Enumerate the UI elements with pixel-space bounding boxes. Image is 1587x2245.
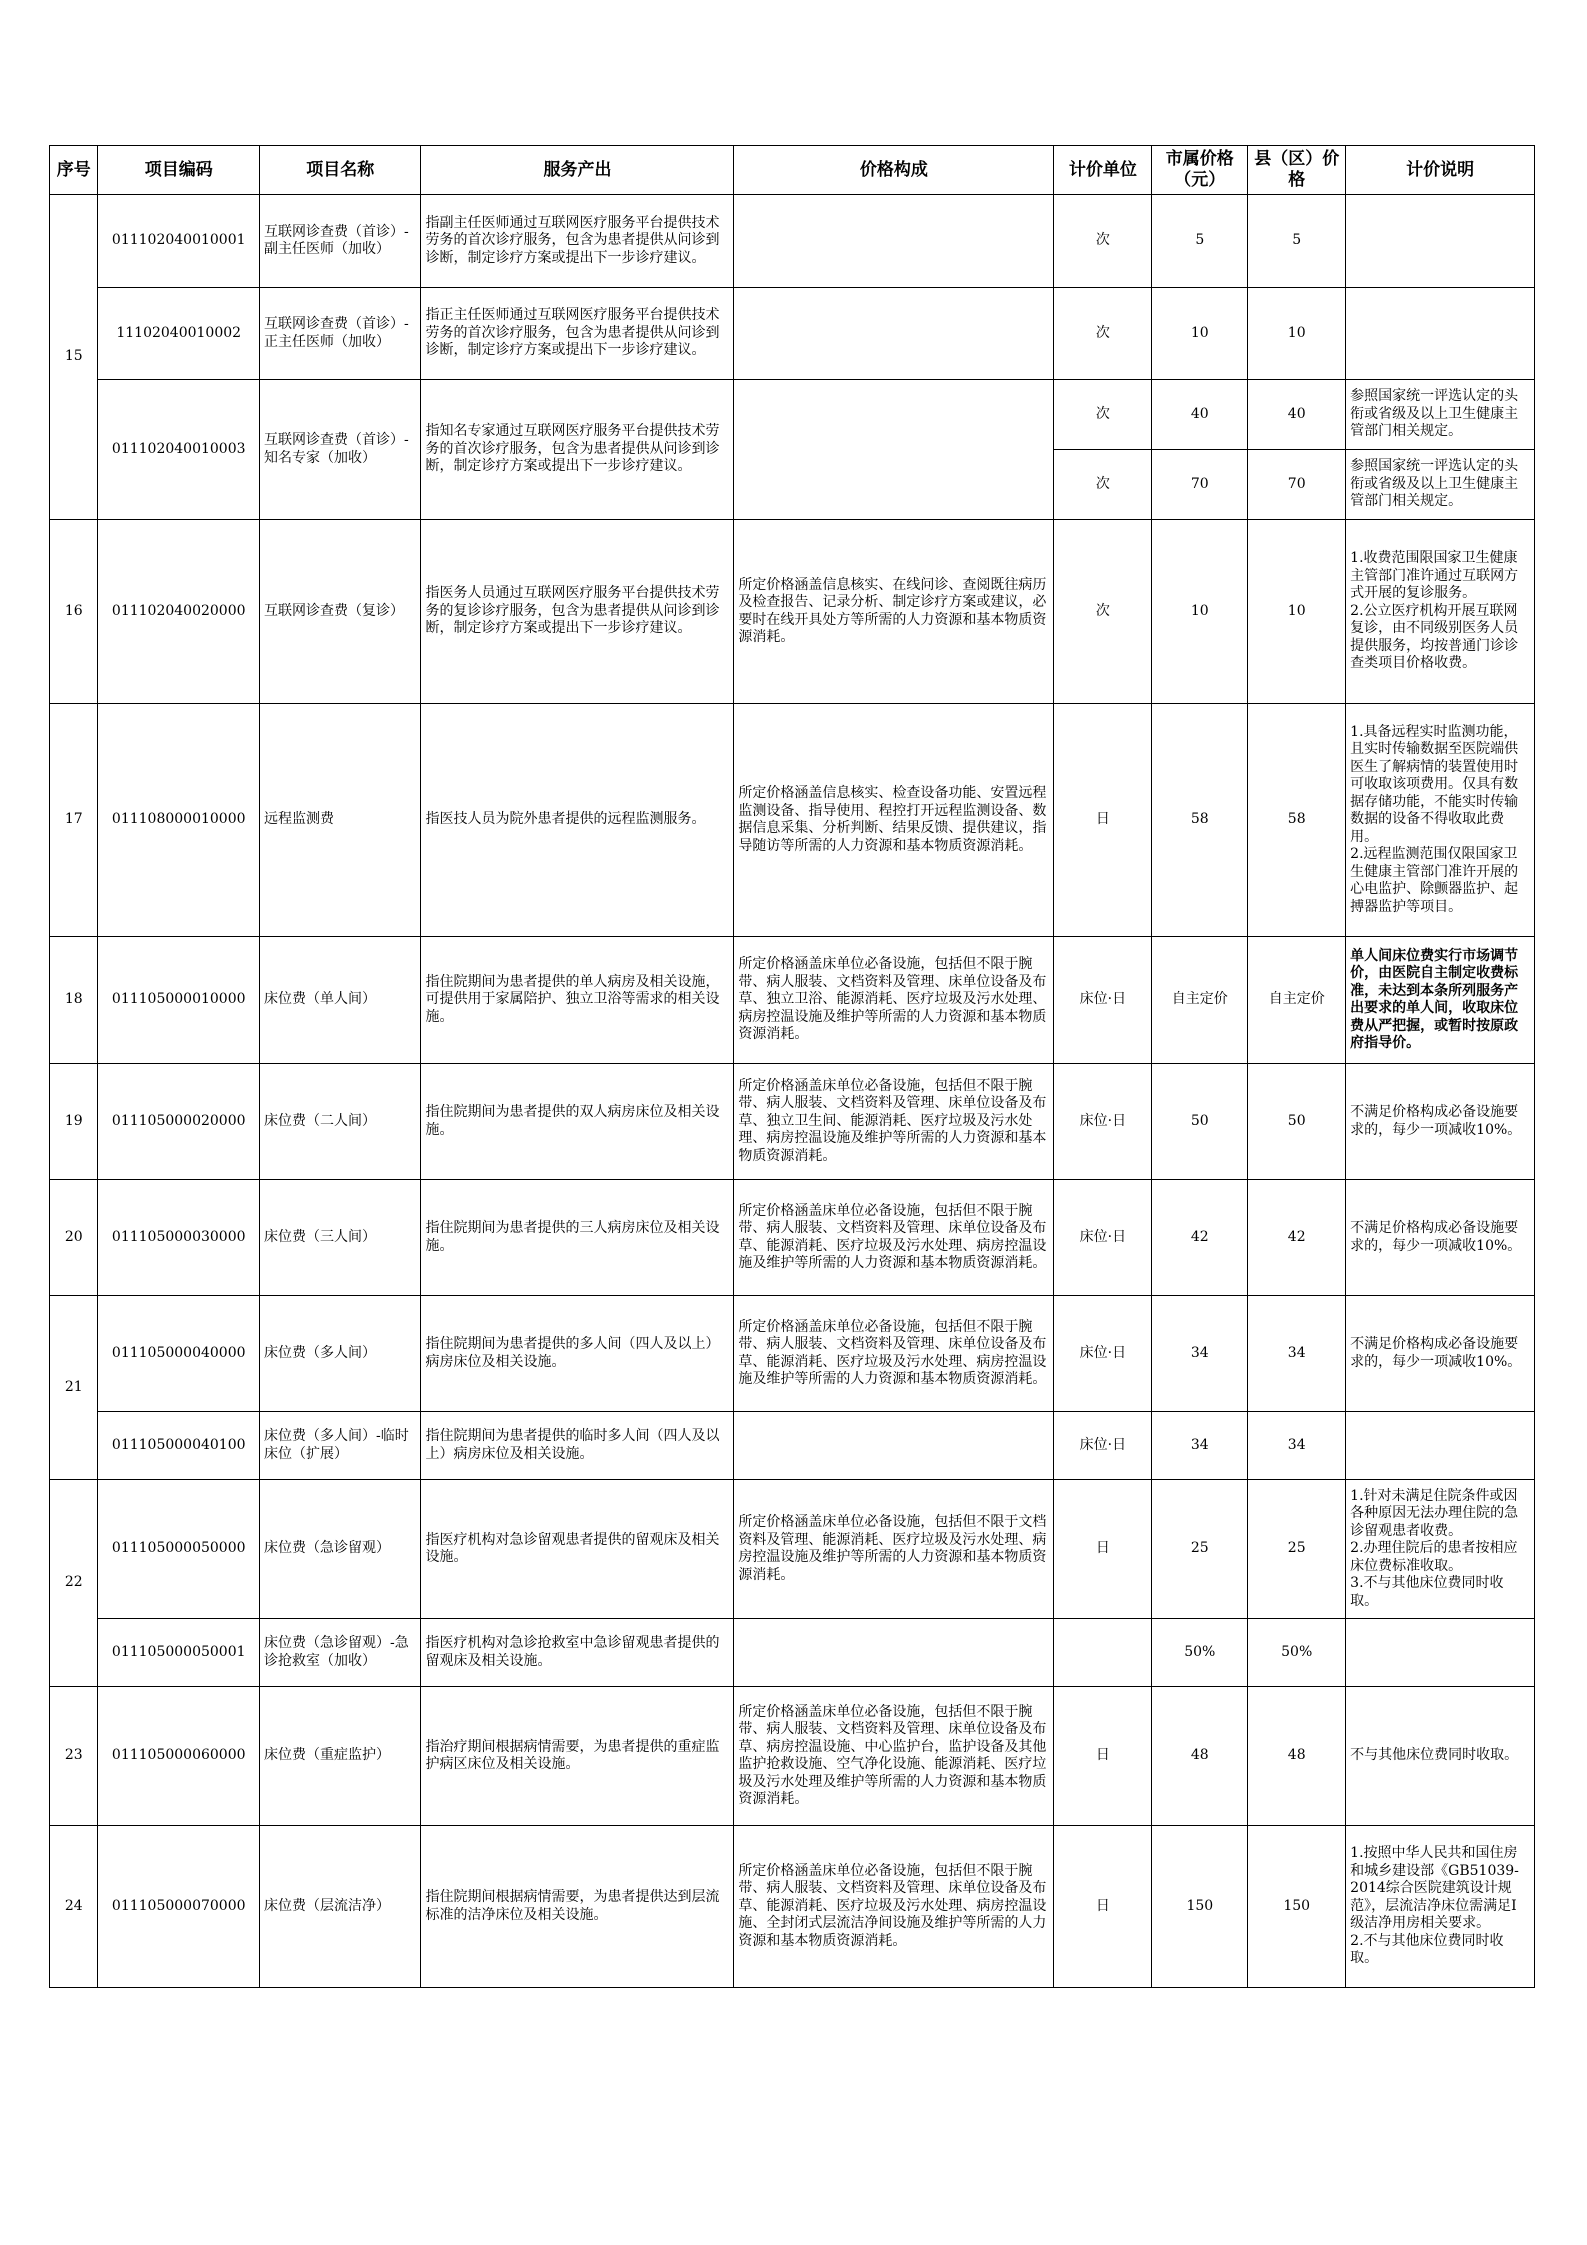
table-row xyxy=(50,288,1535,380)
price-city: 10 xyxy=(1152,520,1248,704)
price-county: 34 xyxy=(1248,1412,1346,1480)
service-output: 指住院期间为患者提供的多人间（四人及以上）病房床位及相关设施。 xyxy=(421,1296,734,1412)
row-seq: 18 xyxy=(50,937,98,1064)
service-output: 指医技人员为院外患者提供的远程监测服务。 xyxy=(421,704,734,937)
row-seq: 22 xyxy=(50,1480,98,1687)
price-county: 70 xyxy=(1248,450,1346,520)
item-code: 011105000060000 xyxy=(98,1687,260,1826)
pricing-note: 1.针对未满足住院条件或因各种原因无法办理住院的急诊留观患者收费。 2.办理住院后的患者按相应床位费标准收取。 3.不与其他床位费同时收取。 xyxy=(1346,1480,1535,1619)
price-composition xyxy=(734,195,1054,288)
service-output: 指住院期间为患者提供的单人病房及相关设施，可提供用于家属陪护、独立卫浴等需求的相关设施。 xyxy=(421,937,734,1064)
price-county: 42 xyxy=(1248,1180,1346,1296)
item-name: 床位费（急诊留观）-急诊抢救室（加收） xyxy=(259,1619,421,1687)
row-seq: 20 xyxy=(50,1180,98,1296)
table-row xyxy=(50,195,1535,288)
pricing-note: 参照国家统一评选认定的头衔或省级及以上卫生健康主管部门相关规定。 xyxy=(1346,450,1535,520)
price-composition: 所定价格涵盖床单位必备设施，包括但不限于腕带、病人服装、文档资料及管理、床单位设备及布草、能源消耗、医疗垃圾及污水处理、病房控温设施、全封闭式层流洁净间设施及维护等所需的人力资源和基本物质资源消耗。 xyxy=(734,1826,1054,1988)
price-city: 40 xyxy=(1152,380,1248,450)
header-unit: 计价单位 xyxy=(1054,146,1152,195)
price-county: 5 xyxy=(1248,195,1346,288)
pricing-unit: 床位·日 xyxy=(1054,1064,1152,1180)
pricing-note xyxy=(1346,195,1535,288)
item-code: 011102040020000 xyxy=(98,520,260,704)
item-code: 011105000050001 xyxy=(98,1619,260,1687)
table-row xyxy=(50,380,1535,450)
service-output: 指医疗机构对急诊留观患者提供的留观床及相关设施。 xyxy=(421,1480,734,1619)
price-city: 42 xyxy=(1152,1180,1248,1296)
item-name: 床位费（重症监护） xyxy=(259,1687,421,1826)
row-seq: 21 xyxy=(50,1296,98,1480)
row-seq: 23 xyxy=(50,1687,98,1826)
row-seq: 15 xyxy=(50,195,98,520)
row-seq: 17 xyxy=(50,704,98,937)
service-output: 指治疗期间根据病情需要，为患者提供的重症监护病区床位及相关设施。 xyxy=(421,1687,734,1826)
price-county: 10 xyxy=(1248,520,1346,704)
item-name: 互联网诊查费（首诊）-正主任医师（加收） xyxy=(259,288,421,380)
price-county: 58 xyxy=(1248,704,1346,937)
header-composition: 价格构成 xyxy=(734,146,1054,195)
item-code: 011105000030000 xyxy=(98,1180,260,1296)
header-output: 服务产出 xyxy=(421,146,734,195)
price-composition xyxy=(734,288,1054,380)
table-row xyxy=(50,520,1535,704)
price-city: 70 xyxy=(1152,450,1248,520)
pricing-unit: 床位·日 xyxy=(1054,1180,1152,1296)
price-city: 10 xyxy=(1152,288,1248,380)
service-output: 指住院期间为患者提供的双人病房床位及相关设施。 xyxy=(421,1064,734,1180)
service-output: 指住院期间根据病情需要，为患者提供达到层流标准的洁净床位及相关设施。 xyxy=(421,1826,734,1988)
pricing-note xyxy=(1346,1619,1535,1687)
price-county: 10 xyxy=(1248,288,1346,380)
pricing-note xyxy=(1346,1412,1535,1480)
pricing-note: 不满足价格构成必备设施要求的，每少一项减收10%。 xyxy=(1346,1064,1535,1180)
pricing-unit: 次 xyxy=(1054,195,1152,288)
header-row xyxy=(50,146,1535,195)
table-row xyxy=(50,1480,1535,1619)
pricing-unit: 次 xyxy=(1054,380,1152,450)
price-city: 自主定价 xyxy=(1152,937,1248,1064)
table-row xyxy=(50,1687,1535,1826)
item-code: 11102040010002 xyxy=(98,288,260,380)
service-output: 指住院期间为患者提供的临时多人间（四人及以上）病房床位及相关设施。 xyxy=(421,1412,734,1480)
table-row xyxy=(50,1296,1535,1412)
header-note: 计价说明 xyxy=(1346,146,1535,195)
price-composition: 所定价格涵盖床单位必备设施，包括但不限于文档资料及管理、能源消耗、医疗垃圾及污水处理、病房控温设施及维护等所需的人力资源和基本物质资源消耗。 xyxy=(734,1480,1054,1619)
pricing-unit: 日 xyxy=(1054,1826,1152,1988)
table-row xyxy=(50,704,1535,937)
pricing-unit: 次 xyxy=(1054,520,1152,704)
item-name: 床位费（三人间） xyxy=(259,1180,421,1296)
pricing-note: 单人间床位费实行市场调节价，由医院自主制定收费标准，未达到本条所列服务产出要求的单人间，收取床位费从严把握，或暂时按原政府指导价。 xyxy=(1346,937,1535,1064)
pricing-note: 1.具备远程实时监测功能，且实时传输数据至医院端供医生了解病情的装置使用时可收取该项费用。仅具有数据存储功能，不能实时传输数据的设备不得收取此费用。 2.远程监测范围仅限国家卫生健康主管部门准许开展的心电监护、除颤器监护、起搏器监护等项目。 xyxy=(1346,704,1535,937)
table-row xyxy=(50,1826,1535,1988)
price-composition xyxy=(734,1619,1054,1687)
price-county: 25 xyxy=(1248,1480,1346,1619)
service-output: 指医疗机构对急诊抢救室中急诊留观患者提供的留观床及相关设施。 xyxy=(421,1619,734,1687)
pricing-unit: 次 xyxy=(1054,450,1152,520)
pricing-note: 1.按照中华人民共和国住房和城乡建设部《GB51039-2014综合医院建筑设计规范》，层流洁净床位需满足Ⅰ级洁净用房相关要求。 2.不与其他床位费同时收取。 xyxy=(1346,1826,1535,1988)
price-composition: 所定价格涵盖床单位必备设施，包括但不限于腕带、病人服装、文档资料及管理、床单位设备及布草、病房控温设施、中心监护台，监护设备及其他监护抢救设施、空气净化设施、能源消耗、医疗垃圾及污水处理及维护等所需的人力资源和基本物质资源消耗。 xyxy=(734,1687,1054,1826)
price-city: 5 xyxy=(1152,195,1248,288)
price-city: 48 xyxy=(1152,1687,1248,1826)
price-county: 50 xyxy=(1248,1064,1346,1180)
pricing-unit: 次 xyxy=(1054,288,1152,380)
price-composition: 所定价格涵盖信息核实、在线问诊、查阅既往病历及检查报告、记录分析、制定诊疗方案或建议，必要时在线开具处方等所需的人力资源和基本物质资源消耗。 xyxy=(734,520,1054,704)
price-composition xyxy=(734,1412,1054,1480)
header-name: 项目名称 xyxy=(259,146,421,195)
item-code: 011105000070000 xyxy=(98,1826,260,1988)
price-composition: 所定价格涵盖信息核实、检查设备功能、安置远程监测设备、指导使用、程控打开远程监测设备、数据信息采集、分析判断、结果反馈、提供建议，指导随访等所需的人力资源和基本物质资源消耗。 xyxy=(734,704,1054,937)
header-price-county: 县（区）价格 xyxy=(1248,146,1346,195)
table-row xyxy=(50,937,1535,1064)
item-code: 011105000050000 xyxy=(98,1480,260,1619)
table-row xyxy=(50,1064,1535,1180)
service-output: 指正主任医师通过互联网医疗服务平台提供技术劳务的首次诊疗服务，包含为患者提供从问诊到诊断，制定诊疗方案或提出下一步诊疗建议。 xyxy=(421,288,734,380)
price-composition: 所定价格涵盖床单位必备设施，包括但不限于腕带、病人服装、文档资料及管理、床单位设备及布草、能源消耗、医疗垃圾及污水处理、病房控温设施及维护等所需的人力资源和基本物质资源消耗。 xyxy=(734,1296,1054,1412)
item-name: 互联网诊查费（复诊） xyxy=(259,520,421,704)
price-city: 58 xyxy=(1152,704,1248,937)
header-price-city: 市属价格（元） xyxy=(1152,146,1248,195)
pricing-unit: 床位·日 xyxy=(1054,1412,1152,1480)
pricing-note: 不与其他床位费同时收取。 xyxy=(1346,1687,1535,1826)
service-output: 指副主任医师通过互联网医疗服务平台提供技术劳务的首次诊疗服务，包含为患者提供从问诊到诊断，制定诊疗方案或提出下一步诊疗建议。 xyxy=(421,195,734,288)
row-seq: 24 xyxy=(50,1826,98,1988)
row-seq: 16 xyxy=(50,520,98,704)
item-name: 互联网诊查费（首诊）-知名专家（加收） xyxy=(259,380,421,520)
pricing-note xyxy=(1346,288,1535,380)
item-name: 床位费（二人间） xyxy=(259,1064,421,1180)
price-city: 50% xyxy=(1152,1619,1248,1687)
price-composition: 所定价格涵盖床单位必备设施，包括但不限于腕带、病人服装、文档资料及管理、床单位设备及布草、独立卫生间、能源消耗、医疗垃圾及污水处理、病房控温设施及维护等所需的人力资源和基本物质资源消耗。 xyxy=(734,1064,1054,1180)
item-name: 床位费（层流洁净） xyxy=(259,1826,421,1988)
item-code: 011102040010003 xyxy=(98,380,260,520)
item-name: 床位费（多人间）-临时床位（扩展） xyxy=(259,1412,421,1480)
price-county: 48 xyxy=(1248,1687,1346,1826)
price-city: 50 xyxy=(1152,1064,1248,1180)
item-code: 011105000040100 xyxy=(98,1412,260,1480)
price-composition: 所定价格涵盖床单位必备设施，包括但不限于腕带、病人服装、文档资料及管理、床单位设备及布草、独立卫浴、能源消耗、医疗垃圾及污水处理、病房控温设施及维护等所需的人力资源和基本物质资源消耗。 xyxy=(734,937,1054,1064)
pricing-unit xyxy=(1054,1619,1152,1687)
price-city: 34 xyxy=(1152,1296,1248,1412)
price-county: 自主定价 xyxy=(1248,937,1346,1064)
price-city: 150 xyxy=(1152,1826,1248,1988)
price-composition xyxy=(734,380,1054,520)
pricing-note: 不满足价格构成必备设施要求的，每少一项减收10%。 xyxy=(1346,1296,1535,1412)
pricing-table xyxy=(49,145,1535,1988)
item-code: 011108000010000 xyxy=(98,704,260,937)
price-city: 25 xyxy=(1152,1480,1248,1619)
pricing-unit: 日 xyxy=(1054,704,1152,937)
item-code: 011105000010000 xyxy=(98,937,260,1064)
service-output: 指住院期间为患者提供的三人病房床位及相关设施。 xyxy=(421,1180,734,1296)
pricing-unit: 床位·日 xyxy=(1054,937,1152,1064)
table-row xyxy=(50,1619,1535,1687)
header-code: 项目编码 xyxy=(98,146,260,195)
price-county: 34 xyxy=(1248,1296,1346,1412)
pricing-note: 参照国家统一评选认定的头衔或省级及以上卫生健康主管部门相关规定。 xyxy=(1346,380,1535,450)
price-county: 50% xyxy=(1248,1619,1346,1687)
item-name: 床位费（多人间） xyxy=(259,1296,421,1412)
item-name: 互联网诊查费（首诊）-副主任医师（加收） xyxy=(259,195,421,288)
item-code: 011105000020000 xyxy=(98,1064,260,1180)
item-code: 011105000040000 xyxy=(98,1296,260,1412)
pricing-note: 1.收费范围限国家卫生健康主管部门准许通过互联网方式开展的复诊服务。 2.公立医疗机构开展互联网复诊，由不同级别医务人员提供服务，均按普通门诊诊查类项目价格收费。 xyxy=(1346,520,1535,704)
pricing-unit: 日 xyxy=(1054,1687,1152,1826)
price-county: 150 xyxy=(1248,1826,1346,1988)
item-name: 床位费（急诊留观） xyxy=(259,1480,421,1619)
row-seq: 19 xyxy=(50,1064,98,1180)
table-row xyxy=(50,1412,1535,1480)
price-composition: 所定价格涵盖床单位必备设施，包括但不限于腕带、病人服装、文档资料及管理、床单位设备及布草、能源消耗、医疗垃圾及污水处理、病房控温设施及维护等所需的人力资源和基本物质资源消耗。 xyxy=(734,1180,1054,1296)
pricing-unit: 日 xyxy=(1054,1480,1152,1619)
item-code: 011102040010001 xyxy=(98,195,260,288)
header-seq: 序号 xyxy=(50,146,98,195)
pricing-note: 不满足价格构成必备设施要求的，每少一项减收10%。 xyxy=(1346,1180,1535,1296)
item-name: 床位费（单人间） xyxy=(259,937,421,1064)
service-output: 指知名专家通过互联网医疗服务平台提供技术劳务的首次诊疗服务，包含为患者提供从问诊到诊断，制定诊疗方案或提出下一步诊疗建议。 xyxy=(421,380,734,520)
pricing-unit: 床位·日 xyxy=(1054,1296,1152,1412)
item-name: 远程监测费 xyxy=(259,704,421,937)
table-row xyxy=(50,1180,1535,1296)
service-output: 指医务人员通过互联网医疗服务平台提供技术劳务的复诊诊疗服务，包含为患者提供从问诊到诊断，制定诊疗方案或提出下一步诊疗建议。 xyxy=(421,520,734,704)
price-city: 34 xyxy=(1152,1412,1248,1480)
price-county: 40 xyxy=(1248,380,1346,450)
